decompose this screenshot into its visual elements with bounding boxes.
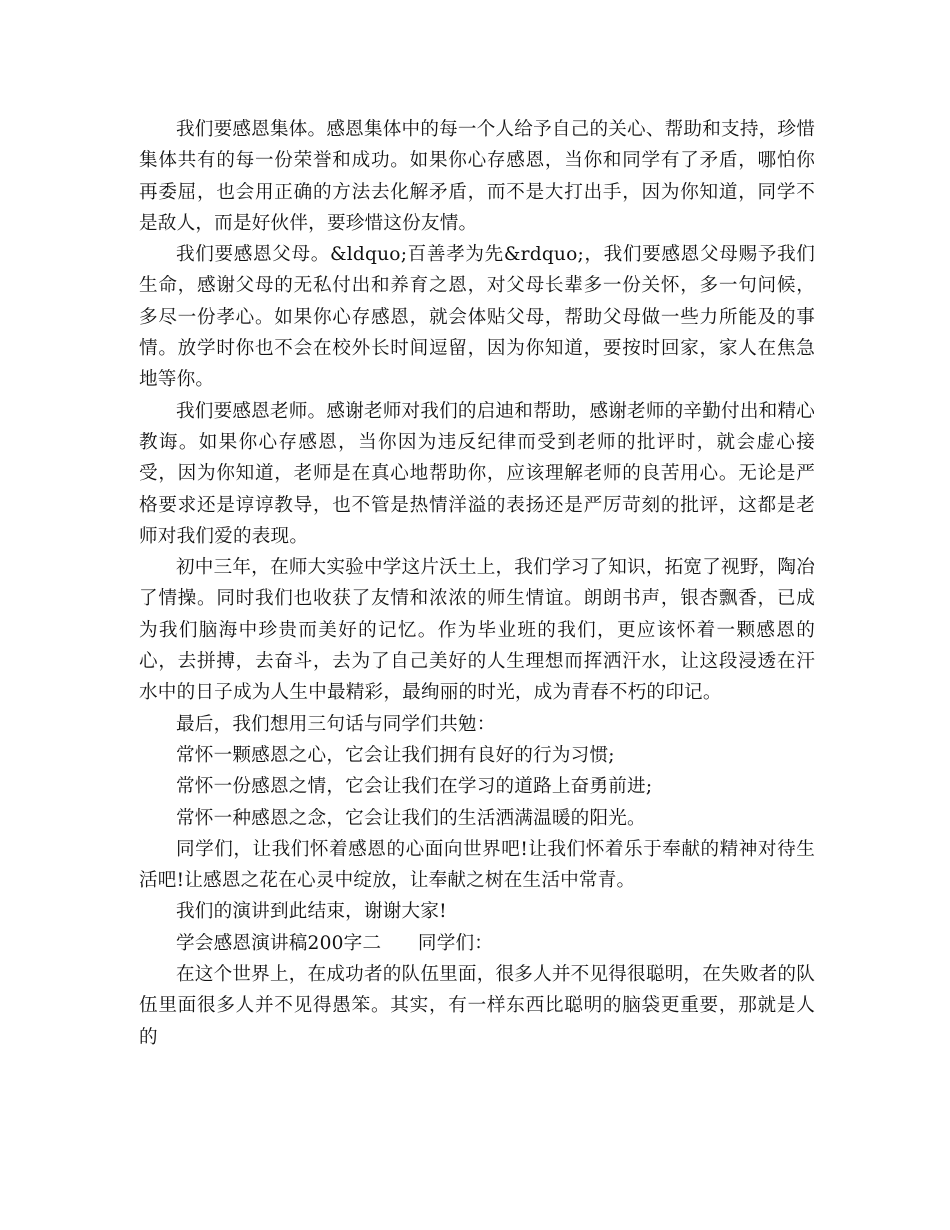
paragraph-junior-high-years: 初中三年，在师大实验中学这片沃土上，我们学习了知识，拓宽了视野，陶冶了情操。同时我们也收获了友情和浓浓的师生情谊。朗朗书声，银杏飘香，已成为我们脑海中珍贵而美好的记忆。作为毕业班的我们，更应该怀着一颗感恩的心，去拼搏，去奋斗，去为了自己美好的人生理想而挥洒汗水，让这段浸透在汗水中的日子成为人生中最精彩，最绚丽的时光，成为青春不朽的印记。 bbox=[139, 557, 815, 704]
section-title: 学会感恩演讲稿200字二 bbox=[176, 932, 382, 954]
paragraph-success-intro: 在这个世界上，在成功者的队伍里面，很多人并不见得很聪明，在失败者的队伍里面很多人并不见得愚笨。其实，有一样东西比聪明的脑袋更重要，那就是人的 bbox=[139, 964, 815, 1048]
paragraph-gratitude-parents: 我们要感恩父母。&ldquo;百善孝为先&rdquo;，我们要感恩父母赐予我们生命，感谢父母的无私付出和养育之恩，对父母长辈多一份关怀，多一句问候，多尽一份孝心。如果你心存感恩，就会体贴父母，帮助父母做一些力所能及的事情。放学时你也不会在校外长时间逗留，因为你知道，要按时回家，家人在焦急地等你。 bbox=[139, 244, 815, 391]
paragraph-gratitude-collective: 我们要感恩集体。感恩集体中的每一个人给予自己的关心、帮助和支持，珍惜集体共有的每一份荣誉和成功。如果你心存感恩，当你和同学有了矛盾，哪怕你再委屈，也会用正确的方法去化解矛盾，而不是大打出手，因为你知道，同学不是敌人，而是好伙伴，要珍惜这份友情。 bbox=[139, 119, 815, 234]
paragraph-call-to-action: 同学们，让我们怀着感恩的心面向世界吧!让我们怀着乐于奉献的精神对待生活吧!让感恩之花在心灵中绽放，让奉献之树在生活中常青。 bbox=[139, 838, 815, 892]
paragraph-motto-3: 常怀一种感恩之念，它会让我们的生活洒满温暖的阳光。 bbox=[176, 807, 646, 829]
paragraph-motto-1: 常怀一颗感恩之心，它会让我们拥有良好的行为习惯; bbox=[176, 744, 615, 766]
section-heading bbox=[139, 928, 815, 959]
paragraph-thanks: 我们的演讲到此结束，谢谢大家! bbox=[176, 901, 447, 923]
paragraph-gratitude-teachers: 我们要感恩老师。感谢老师对我们的启迪和帮助，感谢老师的辛勤付出和精心教诲。如果你心存感恩，当你因为违反纪律而受到老师的批评时，就会虚心接受，因为你知道，老师是在真心地帮助你，应该理解老师的良苦用心。无论是严格要求还是谆谆教导，也不管是热情洋溢的表扬还是严厉苛刻的批评，这都是老师对我们爱的表现。 bbox=[139, 400, 815, 547]
paragraph-motto-2: 常怀一份感恩之情，它会让我们在学习的道路上奋勇前进; bbox=[176, 776, 653, 798]
document-body bbox=[139, 114, 815, 1053]
paragraph-closing-intro: 最后，我们想用三句话与同学们共勉： bbox=[176, 713, 496, 735]
section-greeting: 同学们： bbox=[417, 932, 494, 954]
